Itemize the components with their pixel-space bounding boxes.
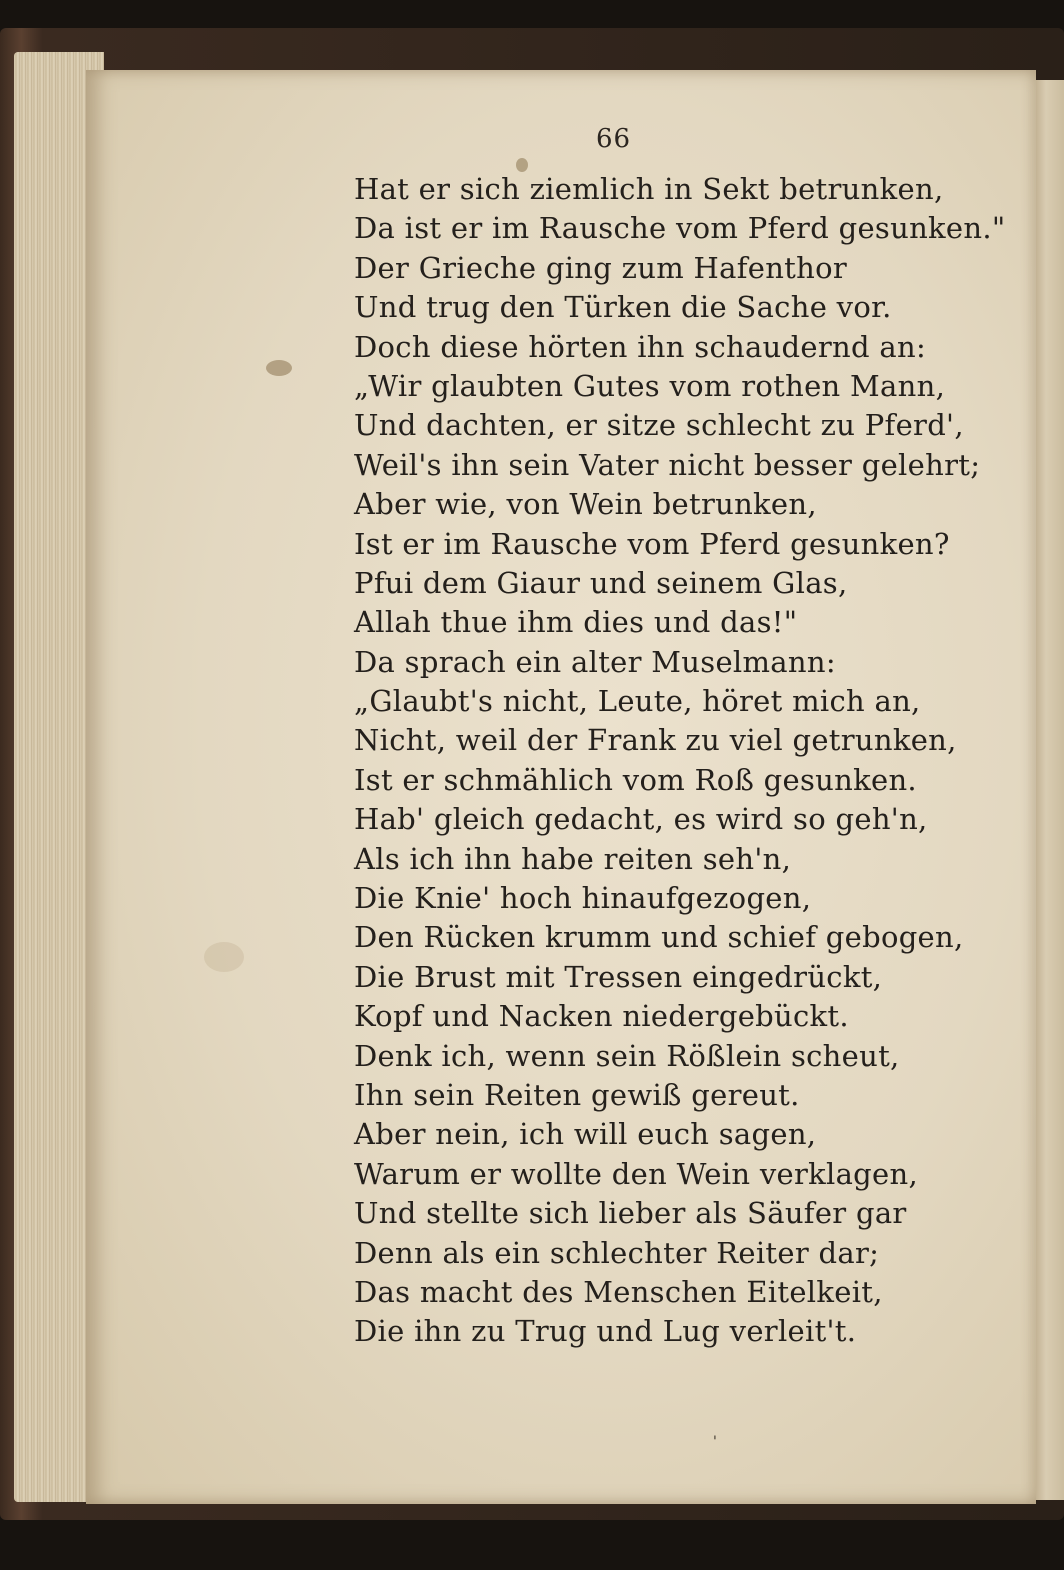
verse-line: Der Grieche ging zum Hafenthor xyxy=(354,250,848,285)
stain-spot xyxy=(204,942,244,972)
verse-line: Das macht des Menschen Eitelkeit, xyxy=(354,1274,883,1309)
verse-line: Die Knie' hoch hinaufgezogen, xyxy=(354,881,812,916)
verse-line: Pfui dem Giaur und seinem Glas, xyxy=(354,565,848,600)
verse-line: Die Brust mit Tressen eingedrückt, xyxy=(354,959,883,994)
verse-line: Allah thue ihm dies und das!" xyxy=(354,605,798,640)
verse-line: Hat er sich ziemlich in Sekt betrunken, xyxy=(354,172,944,206)
verse-line: Ist er im Rausche vom Pferd gesunken? xyxy=(354,526,950,561)
poem-text xyxy=(354,170,1006,1352)
stain-spot xyxy=(266,360,292,376)
verse-line: Kopf und Nacken niedergebückt. xyxy=(354,999,849,1034)
verse-line: Als ich ihn habe reiten seh'n, xyxy=(354,841,792,876)
verse-line: Den Rücken krumm und schief gebogen, xyxy=(354,920,964,955)
verse-line: Denk ich, wenn sein Rößlein scheut, xyxy=(354,1038,900,1073)
verse-line: Nicht, weil der Frank zu viel getrunken, xyxy=(354,723,957,758)
verse-line: Und dachten, er sitze schlecht zu Pferd', xyxy=(354,408,964,443)
verse-line: Doch diese hörten ihn schaudernd an: xyxy=(354,329,927,364)
verse-line: Da sprach ein alter Muselmann: xyxy=(354,644,836,679)
page-number: 66 xyxy=(596,124,632,154)
verse-line: „Wir glaubten Gutes vom rothen Mann, xyxy=(354,368,946,403)
verse-line: „Glaubt's nicht, Leute, höret mich an, xyxy=(354,684,921,719)
verse-line: Und trug den Türken die Sache vor. xyxy=(354,290,892,325)
verse-line: Aber nein, ich will euch sagen, xyxy=(354,1117,817,1152)
verse-line: Denn als ein schlechter Reiter dar; xyxy=(354,1235,880,1270)
verse-line: Die ihn zu Trug und Lug verleit't. xyxy=(354,1314,857,1349)
verse-line: Ihn sein Reiten gewiß gereut. xyxy=(354,1077,800,1112)
verse-line: Warum er wollte den Wein verklagen, xyxy=(354,1156,919,1191)
verse-line: Weil's ihn sein Vater nicht besser gelehrt; xyxy=(354,447,981,482)
facing-page-edge xyxy=(1034,80,1064,1500)
verse-line: Aber wie, von Wein betrunken, xyxy=(354,487,817,522)
verse-line: Da ist er im Rausche vom Pferd gesunken." xyxy=(354,211,1006,246)
verse-line: Und stellte sich lieber als Säufer gar xyxy=(354,1196,907,1231)
verse-line: Hab' gleich gedacht, es wird so geh'n, xyxy=(354,802,928,837)
footer-mark: ' xyxy=(713,1434,717,1450)
verse-line: Ist er schmählich vom Roß gesunken. xyxy=(354,762,917,797)
